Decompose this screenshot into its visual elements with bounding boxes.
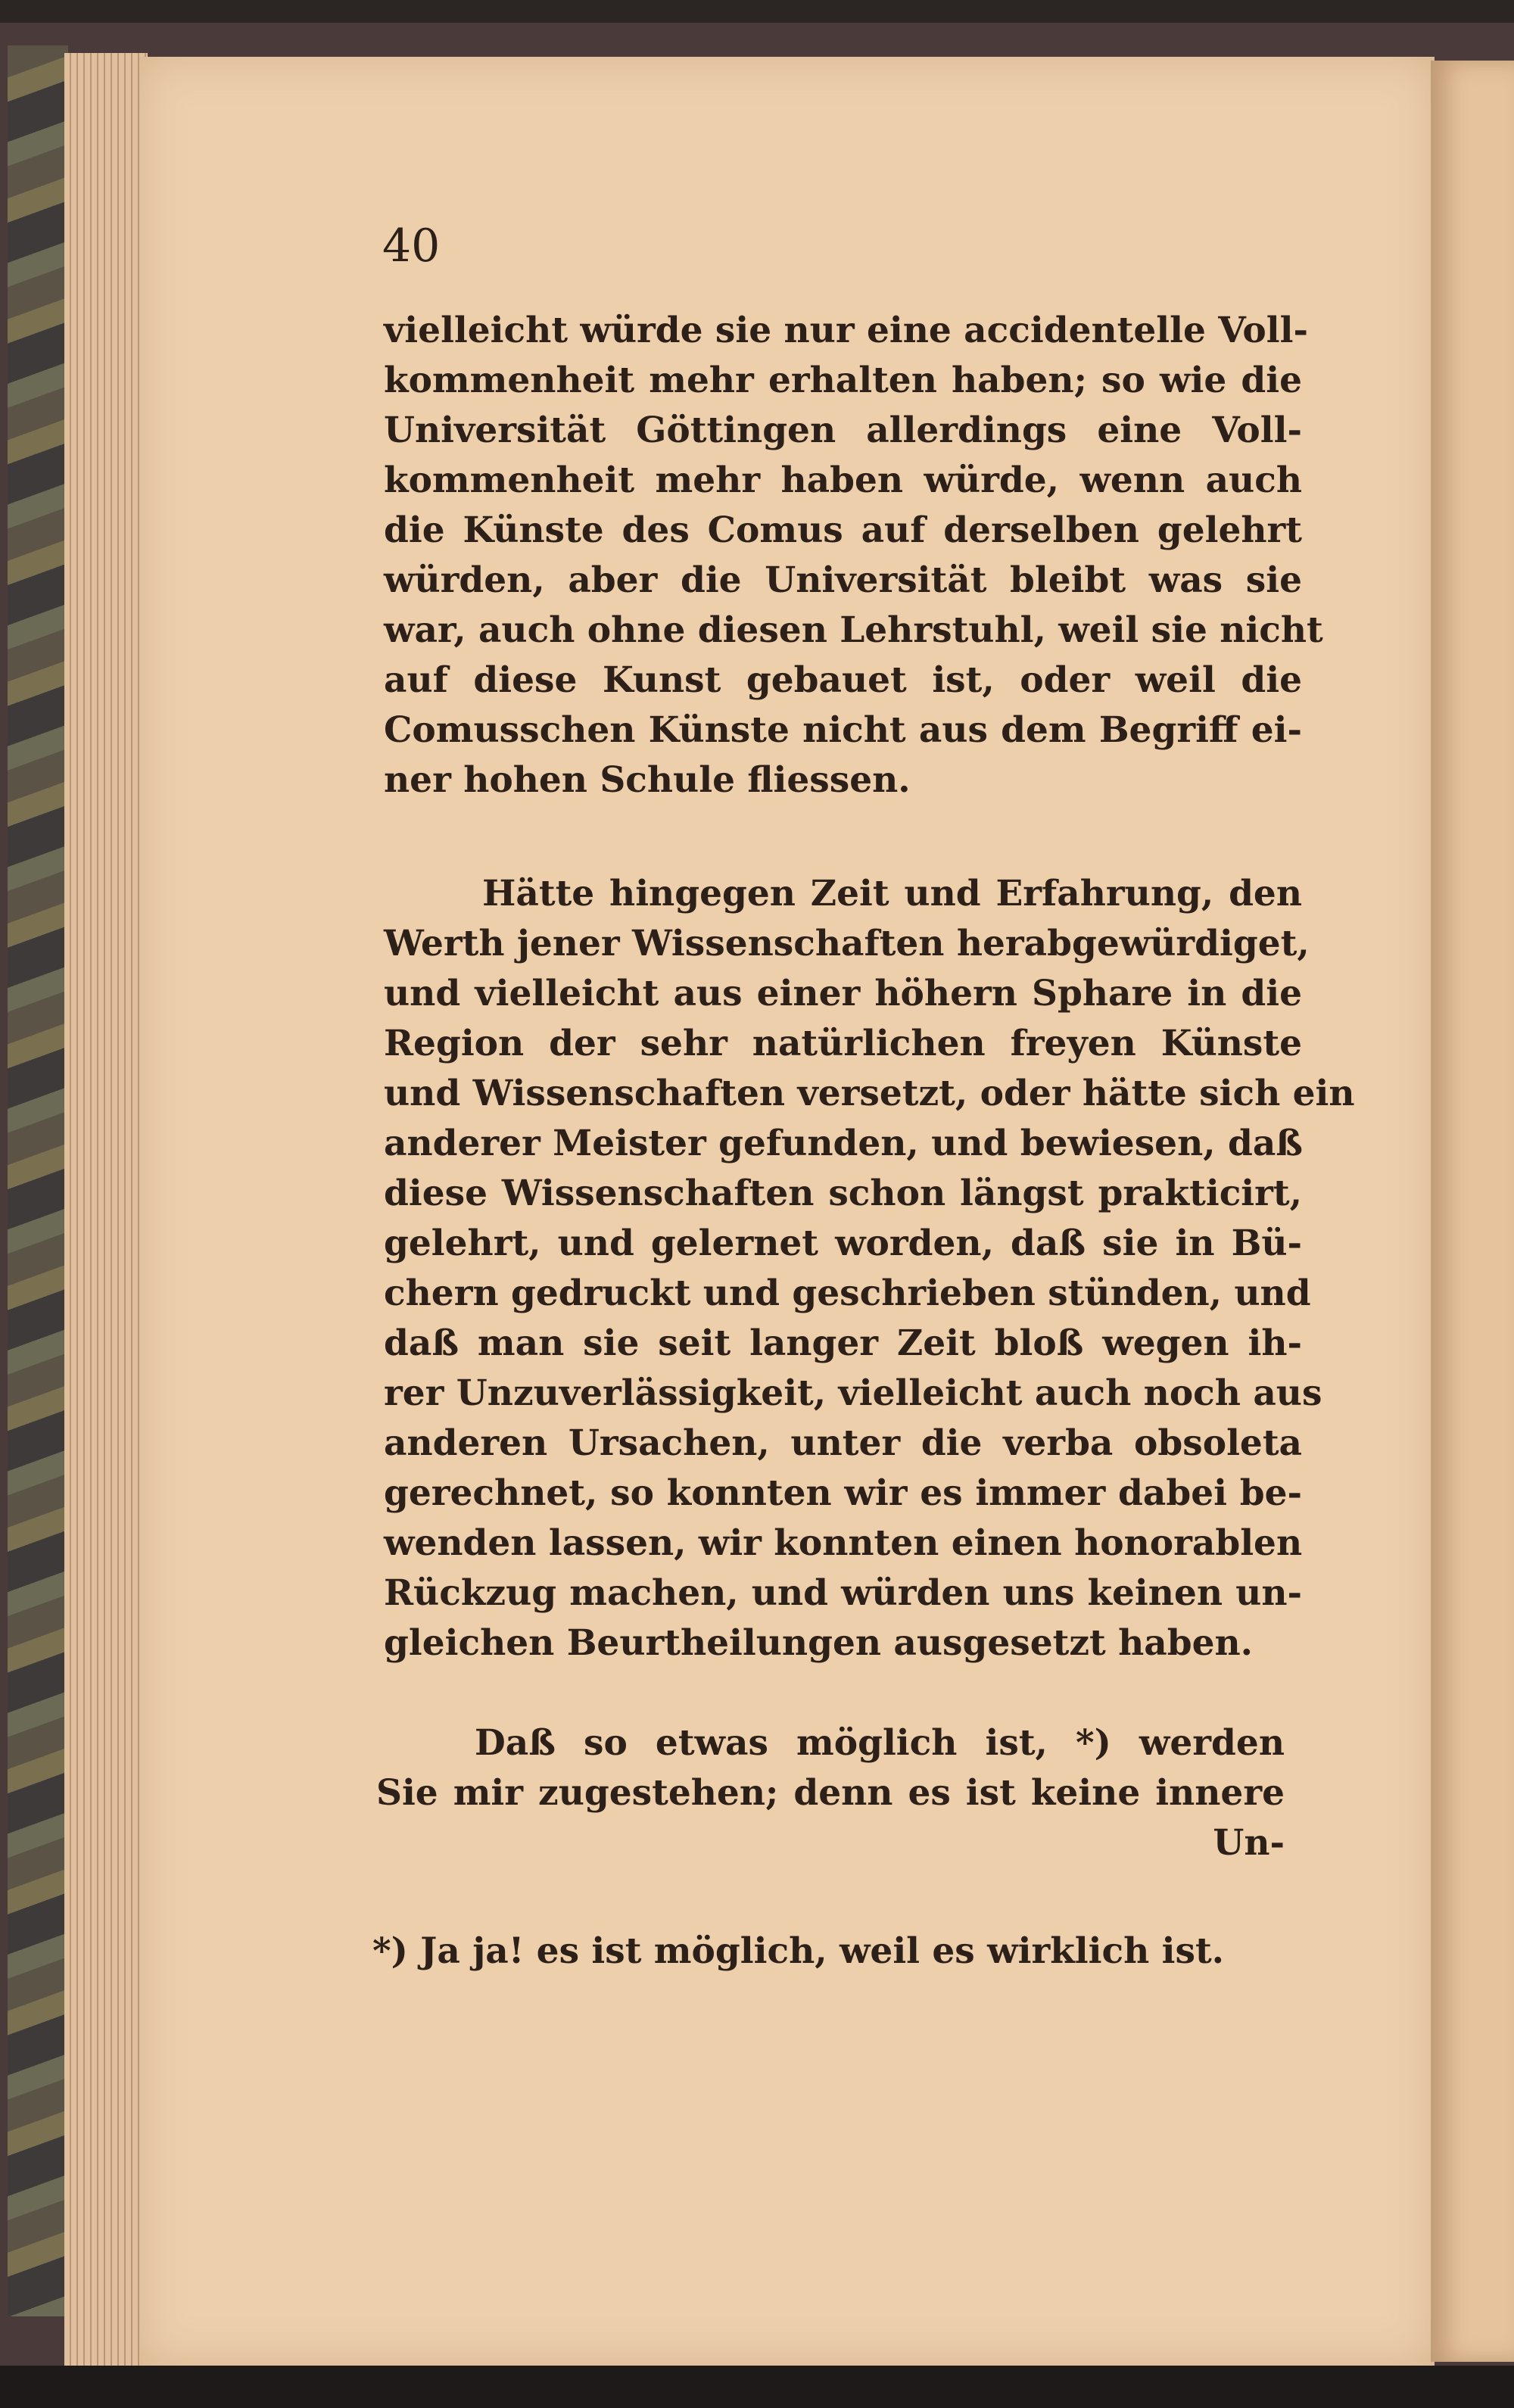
text-line: vielleicht würde sie nur eine accidentelle Voll- <box>384 310 1308 351</box>
text-line: war, auch ohne diesen Lehrstuhl, weil sie nicht <box>384 609 1323 651</box>
text-line: diese Wissenschaften schon längst prakticirt, <box>384 1173 1302 1214</box>
text-line: wenden lassen, wir konnten einen honorablen <box>384 1522 1303 1564</box>
text-line: und vielleicht aus einer höhern Sphare in die <box>384 973 1302 1014</box>
paragraph-2 <box>384 869 1355 1668</box>
text-line: ner hohen Schule fliessen. <box>384 759 911 801</box>
text-line: kommenheit mehr haben würde, wenn auch <box>384 459 1302 501</box>
facing-page-edge <box>1431 61 1514 2362</box>
scan-background <box>0 2366 1514 2408</box>
page-number: 40 <box>382 220 441 273</box>
text-line: gerechnet, so konnten wir es immer dabei be- <box>384 1472 1302 1514</box>
marbled-endpaper <box>8 45 68 2316</box>
text-line: Comusschen Künste nicht aus dem Begriff ei- <box>384 709 1302 751</box>
text-line: daß man sie seit langer Zeit bloß wegen ih- <box>384 1322 1302 1364</box>
text-line: Hätte hingegen Zeit und Erfahrung, den <box>482 873 1302 914</box>
text-line: Sie mir zugestehen; denn es ist keine innere <box>376 1772 1285 1814</box>
text-line: Daß so etwas möglich ist, *) werden <box>475 1722 1285 1764</box>
text-line: gleichen Beurtheilungen ausgesetzt haben. <box>384 1622 1254 1664</box>
text-line: rer Unzuverlässigkeit, vielleicht auch noch aus <box>384 1372 1322 1414</box>
footnote: *) Ja ja! es ist möglich, weil es wirklich ist. <box>372 1930 1225 1972</box>
page-edges <box>64 53 148 2369</box>
text-line: Region der sehr natürlichen freyen Künste <box>384 1023 1302 1064</box>
text-line: chern gedruckt und geschrieben stünden, und <box>384 1273 1311 1314</box>
text-line: die Künste des Comus auf derselben gelehrt <box>384 509 1302 551</box>
text-line: kommenheit mehr erhalten haben; so wie die <box>384 360 1302 401</box>
text-line: anderen Ursachen, unter die verba obsoleta <box>384 1422 1302 1464</box>
text-line: auf diese Kunst gebauet ist, oder weil die <box>384 659 1302 701</box>
text-line: Universität Göttingen allerdings eine Voll- <box>384 410 1302 451</box>
text-line: anderer Meister gefunden, und bewiesen, daß <box>384 1123 1303 1164</box>
text-line: Werth jener Wissenschaften herabgewürdiget, <box>384 923 1310 964</box>
text-line: würden, aber die Universität bleibt was sie <box>384 559 1302 601</box>
text-line: gelehrt, und gelernet worden, daß sie in Bü- <box>384 1223 1302 1264</box>
paragraph-1 <box>384 306 1323 805</box>
text-line: Rückzug machen, und würden uns keinen un- <box>384 1572 1302 1614</box>
text-line: Un- <box>1213 1822 1285 1864</box>
text-line: und Wissenschaften versetzt, oder hätte sich ein <box>384 1073 1355 1114</box>
paragraph-3 <box>376 1718 1285 1868</box>
